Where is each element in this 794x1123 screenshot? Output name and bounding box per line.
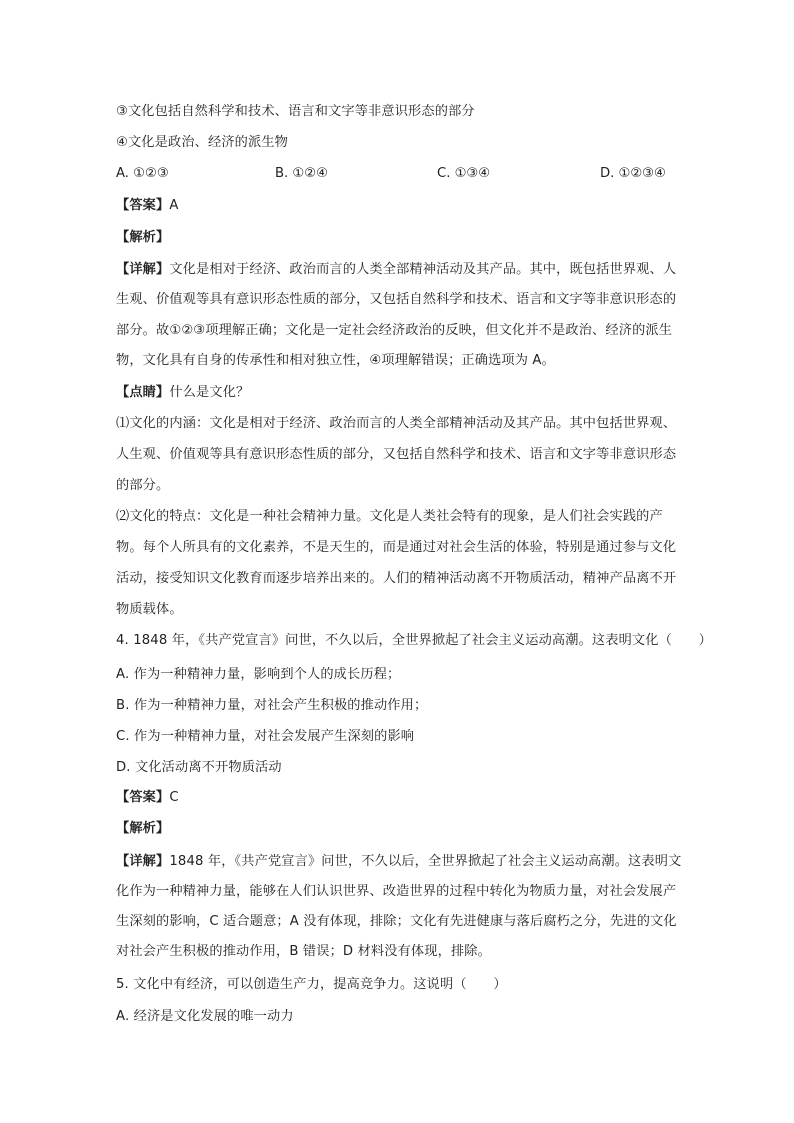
q3-tip-line-4: ⑵文化的特点：文化是一种社会精神力量。文化是人类社会特有的现象，是人们社会实践的产 <box>116 509 663 524</box>
q4-analysis-label: 【解析】 <box>116 821 170 836</box>
q4-detail-line-1 <box>116 853 681 871</box>
q3-analysis-label: 【解析】 <box>116 230 170 245</box>
q4-detail-line-3: 生深刻的影响，C 适合题意；A 没有体现，排除；文化有先进健康与落后腐朽之分，先进的文化 <box>116 914 677 929</box>
answer-value: C <box>169 790 179 805</box>
q3-tip-line-7: 物质载体。 <box>116 602 183 617</box>
q4-option-b: B. 作为一种精神力量，对社会产生积极的推动作用； <box>116 698 428 713</box>
q4-answer <box>116 789 179 807</box>
q3-statement-3: ③文化包括自然科学和技术、语言和文字等非意识形态的部分 <box>116 104 475 119</box>
q3-tip-line-3: 的部分。 <box>116 478 170 493</box>
q3-detail-line-2: 生观、价值观等具有意识形态性质的部分，又包括自然科学和技术、语言和文字等非意识形态的 <box>116 292 677 307</box>
q3-statement-4: ④文化是政治、经济的派生物 <box>116 135 289 150</box>
q3-answer <box>116 197 179 215</box>
q4-option-c: C. 作为一种精神力量，对社会发展产生深刻的影响 <box>116 729 415 744</box>
q3-tip-line-1: ⑴文化的内涵：文化是相对于经济、政治而言的人类全部精神活动及其产品。其中包括世界观、 <box>116 416 677 431</box>
detail-label: 【详解】 <box>116 854 170 869</box>
q3-tip-line-2: 人生观、价值观等具有意识形态性质的部分，又包括自然科学和技术、语言和文字等非意识形态 <box>116 447 677 462</box>
q3-detail-line-3: 部分。故①②③项理解正确；文化是一定社会经济政治的反映，但文化并不是政治、经济的派生 <box>116 323 673 338</box>
q3-detail-line-1 <box>116 261 676 279</box>
q3-option-b: B. ①②④ <box>275 166 328 181</box>
q4-stem: 4. 1848 年，《共产党宣言》问世，不久以后，全世界掀起了社会主义运动高潮。这表明文化（ ） <box>116 633 712 648</box>
answer-label: 【答案】 <box>116 790 170 805</box>
q3-option-c: C. ①③④ <box>437 166 491 181</box>
q4-option-d: D. 文化活动离不开物质活动 <box>116 760 282 775</box>
tip-title: 什么是文化？ <box>169 385 250 400</box>
answer-value: A <box>169 198 179 213</box>
detail-text: 文化是相对于经济、政治而言的人类全部精神活动及其产品。其中，既包括世界观、人 <box>169 262 677 277</box>
detail-text: 1848 年，《共产党宣言》问世，不久以后，全世界掀起了社会主义运动高潮。这表明文 <box>169 854 682 869</box>
q3-tip-heading <box>116 384 249 402</box>
q4-detail-line-2: 化作为一种精神力量，能够在人们认识世界、改造世界的过程中转化为物质力量，对社会发展产 <box>116 884 677 899</box>
q3-option-d: D. ①②③④ <box>600 166 666 181</box>
q4-option-a: A. 作为一种精神力量，影响到个人的成长历程； <box>116 667 401 682</box>
q5-option-a: A. 经济是文化发展的唯一动力 <box>116 1009 294 1024</box>
answer-label: 【答案】 <box>116 198 170 213</box>
q3-tip-line-6: 活动，接受知识文化教育而逐步培养出来的。人们的精神活动离不开物质活动，精神产品离不开 <box>116 571 677 586</box>
q5-stem: 5. 文化中有经济，可以创造生产力，提高竞争力。这说明（ ） <box>116 977 507 992</box>
q3-detail-line-4: 物，文化具有自身的传承性和相对独立性，④项理解错误；正确选项为 A。 <box>116 353 555 368</box>
detail-label: 【详解】 <box>116 262 170 277</box>
q4-detail-line-4: 对社会产生积极的推动作用，B 错误；D 材料没有体现，排除。 <box>116 944 491 959</box>
q3-option-a: A. ①②③ <box>116 166 169 181</box>
tip-label: 【点睛】 <box>116 385 170 400</box>
q3-tip-line-5: 物。每个人所具有的文化素养，不是天生的，而是通过对社会生活的体验，特别是通过参与文化 <box>116 540 677 555</box>
